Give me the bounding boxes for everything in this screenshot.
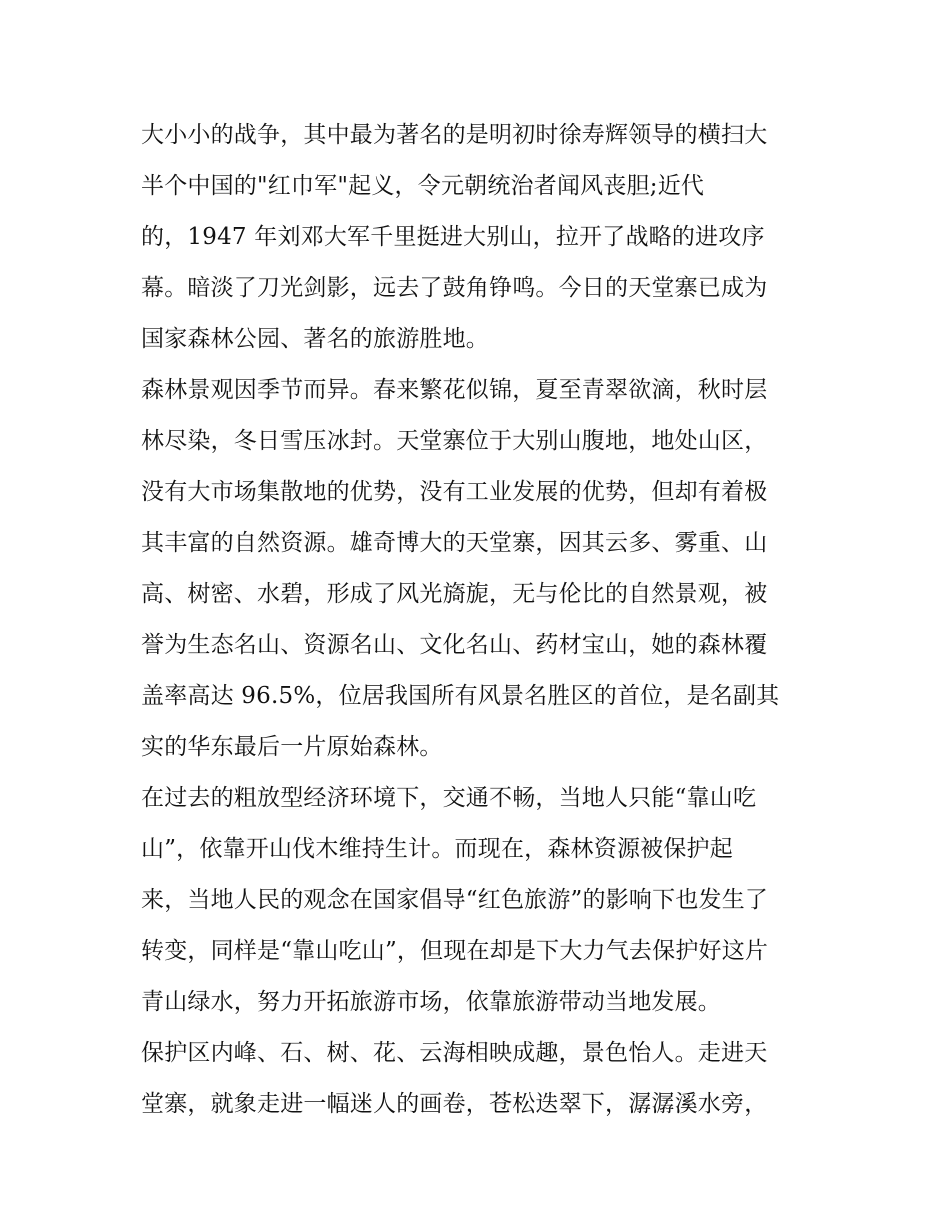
body-text bbox=[141, 110, 831, 1130]
text-line: 来，当地人民的观念在国家倡导“红色旅游”的影响下也发生了 bbox=[141, 887, 769, 913]
text-line: 高、树密、水碧，形成了风光旖旎，无与伦比的自然景观，被 bbox=[141, 581, 768, 607]
text-line: 山”，依靠开山伐木维持生计。而现在，森林资源被保护起 bbox=[141, 836, 733, 862]
text-line: 大小小的战争，其中最为著名的是明初时徐寿辉领导的横扫大 bbox=[141, 122, 768, 148]
text-line: 青山绿水，努力开拓旅游市场，依靠旅游带动当地发展。 bbox=[141, 989, 721, 1015]
text-line: 堂寨，就象走进一幅迷人的画卷，苍松迭翠下，潺潺溪水旁， bbox=[141, 1091, 768, 1117]
text-line: 林尽染，冬日雪压冰封。天堂寨位于大别山腹地，地处山区， bbox=[141, 428, 768, 454]
text-line: 森林景观因季节而异。春来繁花似锦，夏至青翠欲滴，秋时层 bbox=[141, 377, 768, 403]
text-line: 没有大市场集散地的优势，没有工业发展的优势，但却有着极 bbox=[141, 479, 768, 505]
text-line: 其丰富的自然资源。雄奇博大的天堂寨，因其云多、雾重、山 bbox=[141, 530, 768, 556]
text-line: 保护区内峰、石、树、花、云海相映成趣，景色怡人。走进天 bbox=[141, 1040, 768, 1066]
text-line: 半个中国的"红巾军"起义，令元朝统治者闻风丧胆;近代 bbox=[141, 173, 705, 199]
text-line: 的，1947 年刘邓大军千里挺进大别山，拉开了战略的进攻序 bbox=[141, 224, 765, 250]
text-line: 盖率高达 96.5%，位居我国所有风景名胜区的首位，是名副其 bbox=[141, 683, 780, 709]
text-line: 国家森林公园、著名的旅游胜地。 bbox=[141, 326, 489, 352]
text-line: 转变，同样是“靠山吃山”，但现在却是下大力气去保护好这片 bbox=[141, 938, 769, 964]
text-line: 在过去的粗放型经济环境下，交通不畅，当地人只能“靠山吃 bbox=[141, 785, 757, 811]
text-line: 实的华东最后一片原始森林。 bbox=[141, 734, 443, 760]
text-line: 誉为生态名山、资源名山、文化名山、药材宝山，她的森林覆 bbox=[141, 632, 768, 658]
text-line: 幕。暗淡了刀光剑影，远去了鼓角铮鸣。今日的天堂寨已成为 bbox=[141, 275, 768, 301]
